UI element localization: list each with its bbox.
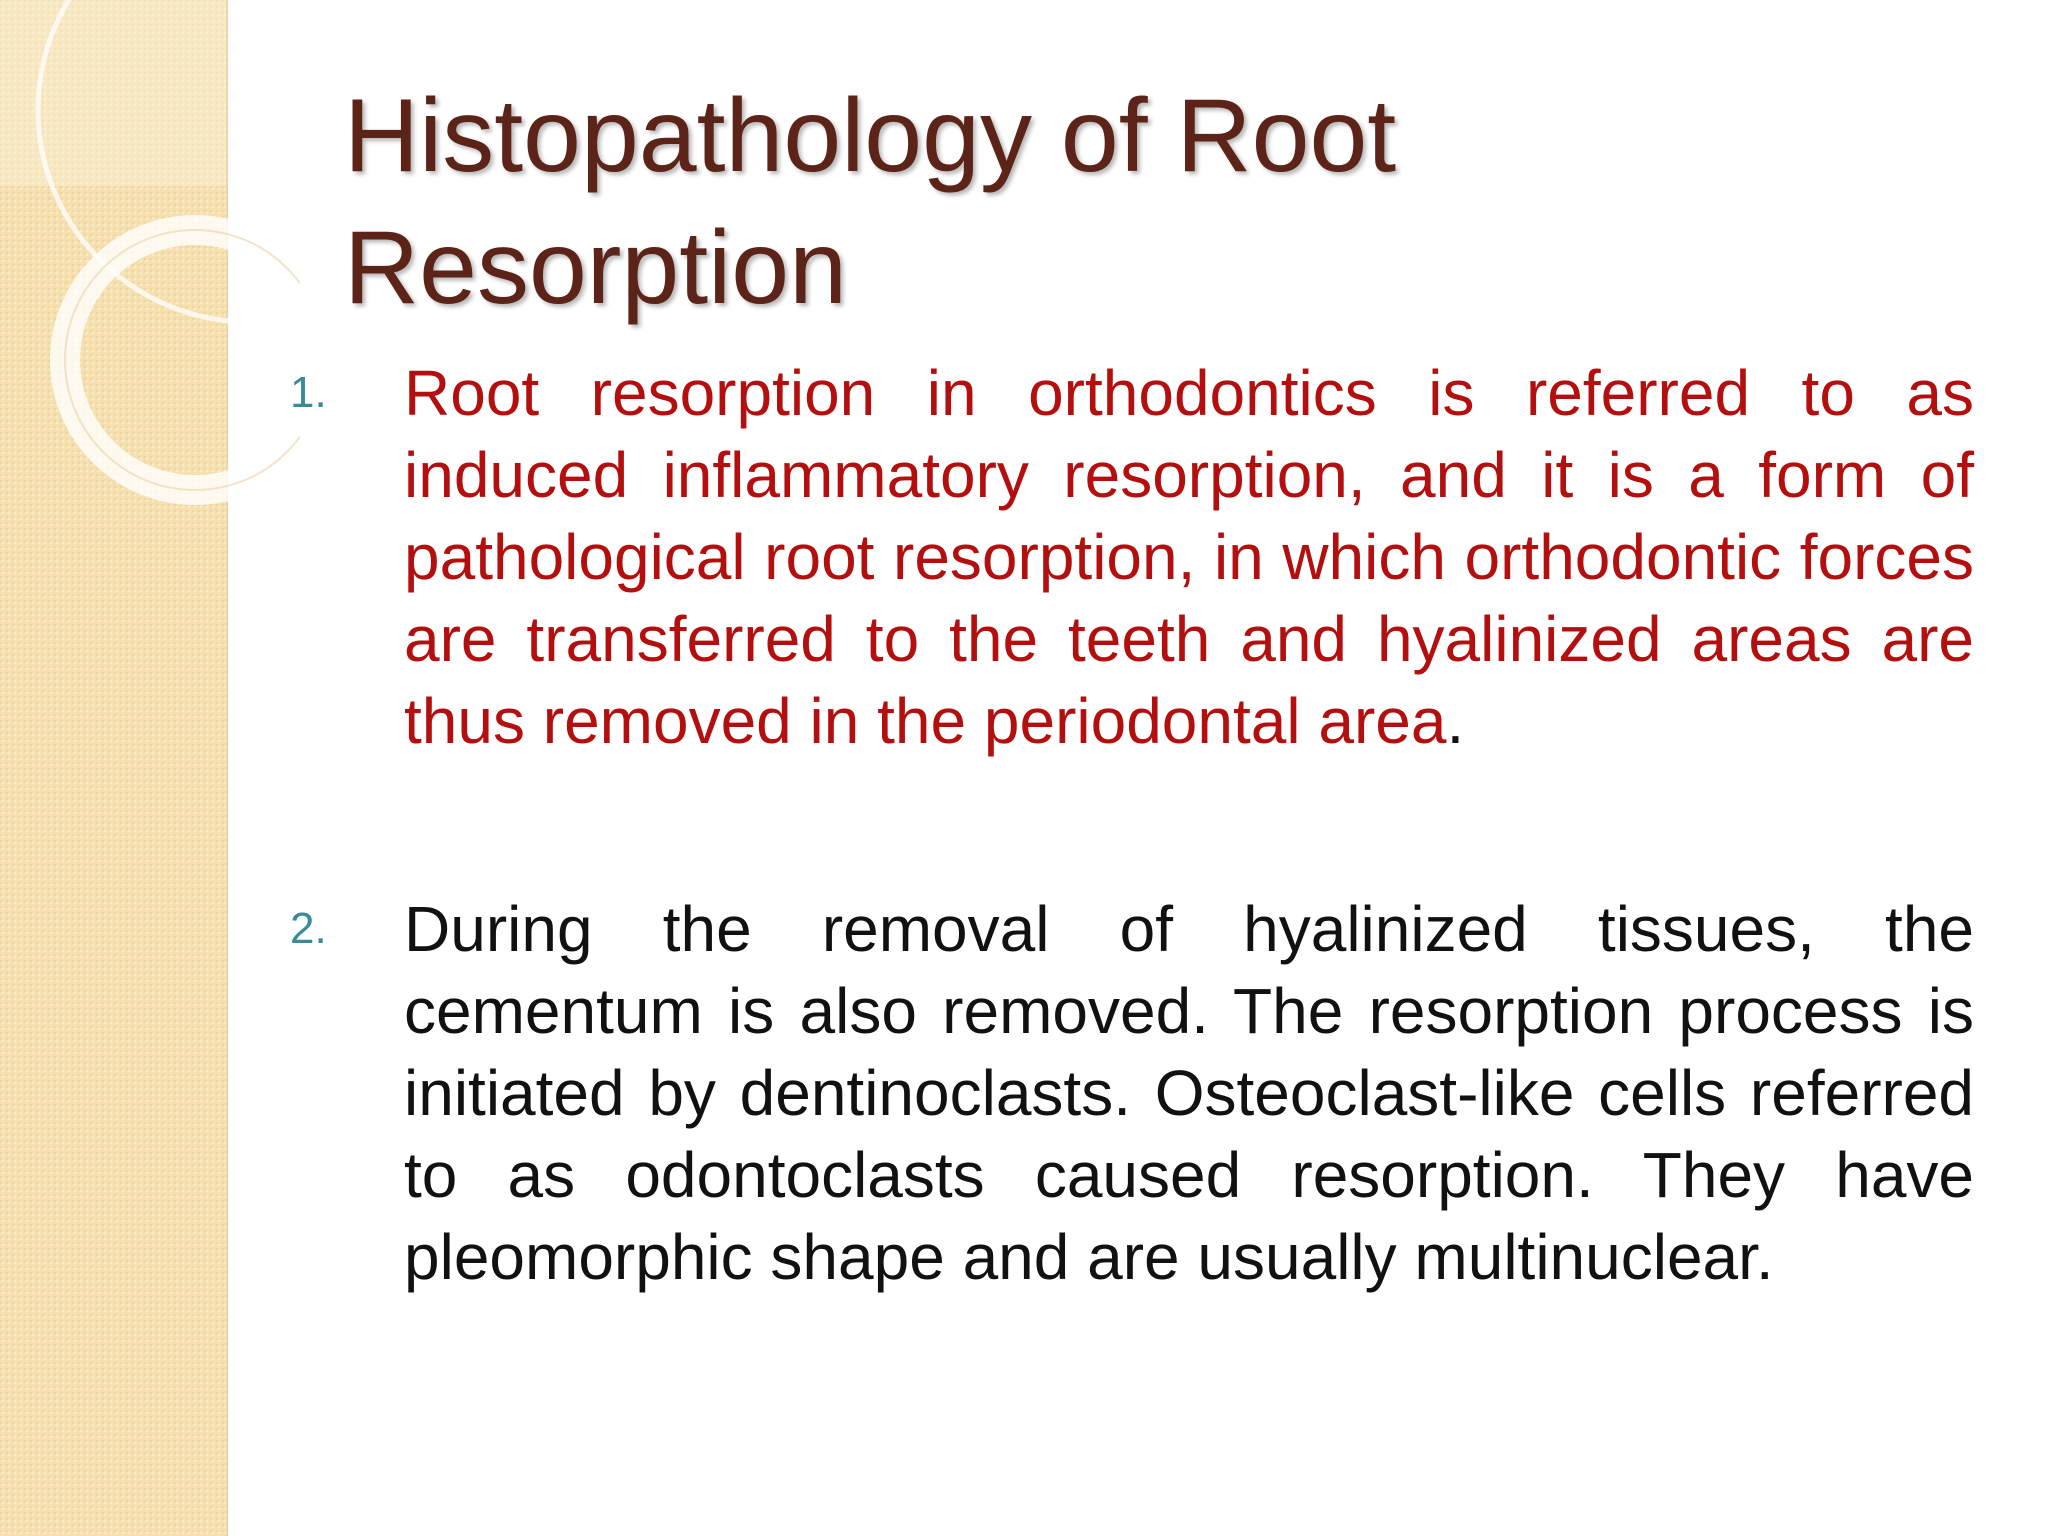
- list-item-text: During the removal of hyalinized tissues, the cementum is also removed. The resorption process is initiated by dentinoclasts. Osteoclast-like cells referred to as odontoclasts caused resorption. They have pleomorphic shape and are usually multinuclear.: [404, 893, 1974, 1293]
- list-item-2: [290, 888, 1980, 1298]
- slide-title: Histopathology of Root Resorption: [344, 78, 1397, 326]
- bullet-list: [290, 352, 1980, 1298]
- list-item-text: [404, 352, 1974, 762]
- list-item-period: .: [1446, 685, 1465, 757]
- list-item-body: Root resorption in orthodontics is referred to as induced inflammatory resorption, and it is a form of pathological root resorption, in which orthodontic forces are transferred to the teeth and hyalinized areas are thus removed in the periodontal area: [404, 357, 1974, 757]
- list-item-1: [290, 352, 1980, 762]
- list-number: 1.: [290, 368, 327, 417]
- list-number: 2.: [290, 904, 327, 953]
- decorative-side-band: [0, 0, 228, 1536]
- decorative-band-highlight: [0, 0, 226, 186]
